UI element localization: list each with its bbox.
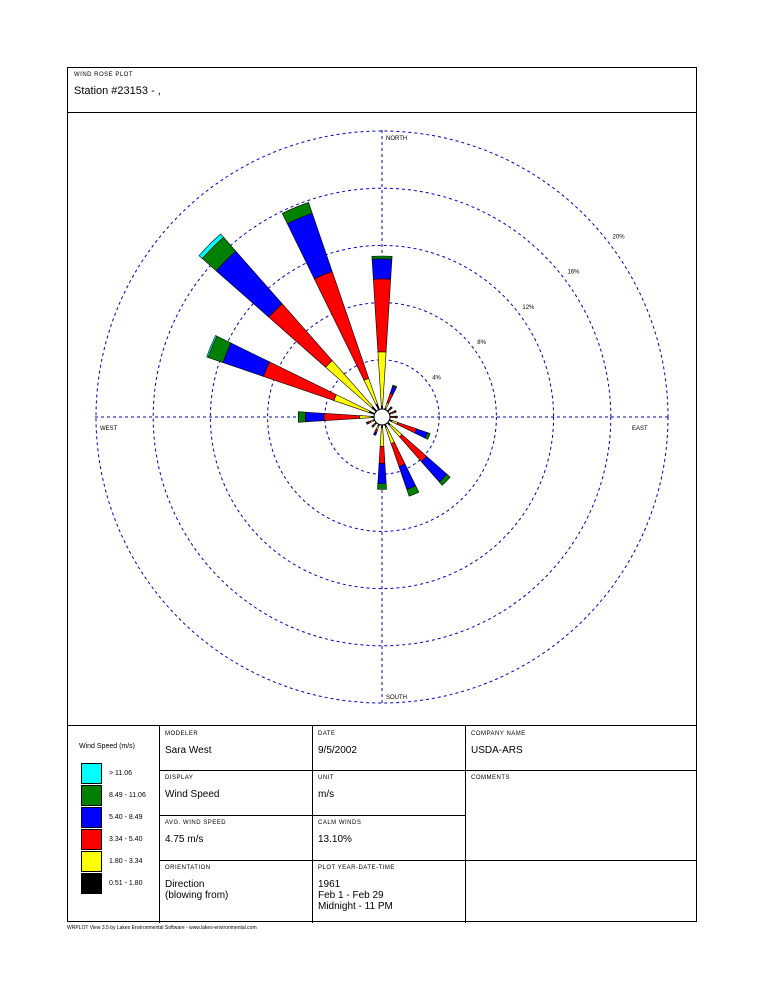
petal-segment-157.5-bin3: [399, 464, 416, 490]
petal-segment-112.5-bin1: [392, 421, 398, 425]
legend-swatch: [81, 785, 102, 806]
plot-frame: [67, 67, 697, 922]
ring-label: 8%: [477, 340, 486, 347]
petal-segment-202.5-bin3: [373, 432, 376, 436]
petal-segment-270-bin2: [324, 413, 360, 420]
calm-value: 13.10%: [318, 834, 352, 845]
date-cell: [312, 726, 465, 770]
period-value: [318, 879, 393, 912]
orientation-label: ORIENTATION: [165, 865, 211, 871]
petal-segment-135-bin2: [400, 435, 427, 462]
petal-segment-0-bin4: [372, 256, 392, 259]
orientation-value: [165, 879, 228, 901]
legend-swatch: [81, 851, 102, 872]
calm-circle: [374, 409, 390, 425]
blank-cell: [465, 860, 696, 923]
petal-segment-292.5-bin3: [223, 343, 270, 376]
company-cell: [465, 726, 696, 770]
legend-swatch: [81, 873, 102, 894]
petal-segment-157.5-bin2: [391, 442, 405, 466]
petal-segment-180-bin1: [380, 428, 384, 447]
orientation-line1: Direction: [165, 879, 205, 890]
petal-segment-180-bin4: [377, 483, 386, 489]
orientation-cell: [159, 860, 312, 923]
orientation-line2: (blowing from): [165, 890, 229, 901]
petal-segment-337.5-bin3: [287, 213, 332, 279]
petal-segment-22.5-bin1: [385, 403, 389, 409]
petal-segment-90-bin2: [393, 416, 396, 418]
ring-label: 16%: [567, 269, 580, 276]
period-label: PLOT YEAR-DATE-TIME: [318, 865, 395, 871]
software-credit: WRPLOT View 3.5 by Lakes Environmental Software - www.lakes-environmental.com: [67, 925, 257, 931]
petal-segment-337.5-bin0: [376, 404, 379, 410]
date-value: 9/5/2002: [318, 745, 357, 756]
petal-segment-292.5-bin0: [369, 411, 375, 414]
legend-label: 8.49 - 11.06: [109, 792, 146, 799]
avg-speed-cell: [159, 815, 312, 860]
petal-segment-90-bin3: [396, 416, 397, 418]
avg-speed-value: 4.75 m/s: [165, 834, 204, 845]
petal-segment-292.5-bin2: [263, 362, 336, 401]
legend-title: Wind Speed (m/s): [79, 743, 136, 750]
north-label: NORTH: [386, 136, 408, 142]
petal-segment-67.5-bin3: [394, 410, 396, 412]
ring-label: 20%: [612, 234, 625, 241]
comments-cell: [465, 770, 696, 860]
legend-swatch: [81, 829, 102, 850]
calm-label: CALM WINDS: [318, 820, 362, 826]
company-value: USDA-ARS: [471, 745, 523, 756]
avg-speed-label: AVG. WIND SPEED: [165, 820, 227, 826]
comments-label: COMMENTS: [471, 775, 510, 781]
display-value: Wind Speed: [165, 789, 220, 800]
petal-segment-315-bin3: [216, 251, 282, 317]
petal-segment-0-bin2: [373, 279, 390, 352]
legend-label: > 11.06: [109, 770, 133, 777]
period-cell: [312, 860, 465, 923]
west-label: WEST: [100, 426, 118, 432]
petals-group: [199, 202, 450, 496]
unit-cell: [312, 770, 465, 815]
wind-rose-area: [68, 113, 696, 725]
plot-header: [68, 68, 696, 113]
date-label: DATE: [318, 731, 336, 737]
legend-label: 5.40 - 8.49: [109, 814, 143, 821]
ring-labels-group: [432, 234, 625, 381]
calm-cell: [312, 815, 465, 860]
modeler-value: Sara West: [165, 745, 212, 756]
petal-segment-247.5-bin3: [366, 422, 368, 424]
ring-label: 12%: [522, 304, 535, 311]
wind-rose-chart: [68, 113, 696, 725]
info-footer: [68, 725, 696, 923]
petal-segment-180-bin2: [379, 446, 385, 463]
modeler-cell: [159, 726, 312, 770]
legend-label: 0.51 - 1.80: [109, 880, 143, 887]
period-hours: Midnight - 11 PM: [318, 901, 393, 912]
south-label: SOUTH: [386, 695, 407, 701]
station-title: Station #23153 - ,: [74, 85, 161, 97]
company-label: COMPANY NAME: [471, 731, 526, 737]
petal-segment-270-bin3: [305, 412, 324, 422]
petal-segment-0-bin3: [372, 259, 392, 279]
period-dates: Feb 1 - Feb 29: [318, 890, 384, 901]
petal-segment-0-bin1: [378, 352, 386, 406]
period-year: 1961: [318, 879, 341, 890]
petal-segment-270-bin1: [360, 416, 371, 419]
display-cell: [159, 770, 312, 815]
legend-label: 3.34 - 5.40: [109, 836, 143, 843]
unit-label: UNIT: [318, 775, 334, 781]
legend-label: 1.80 - 3.34: [109, 858, 143, 865]
ring-label: 4%: [432, 375, 441, 382]
legend-swatch: [81, 807, 102, 828]
petal-segment-112.5-bin2: [397, 422, 417, 433]
east-label: EAST: [632, 426, 648, 432]
unit-value: m/s: [318, 789, 335, 800]
legend-swatch: [81, 763, 102, 784]
petal-segment-22.5-bin2: [387, 393, 393, 403]
petal-segment-315-bin2: [269, 304, 333, 368]
modeler-label: MODELER: [165, 731, 199, 737]
plot-type-label: WIND ROSE PLOT: [74, 72, 134, 78]
display-label: DISPLAY: [165, 775, 194, 781]
petal-segment-180-bin3: [378, 464, 386, 484]
petal-segment-270-bin4: [298, 412, 305, 423]
